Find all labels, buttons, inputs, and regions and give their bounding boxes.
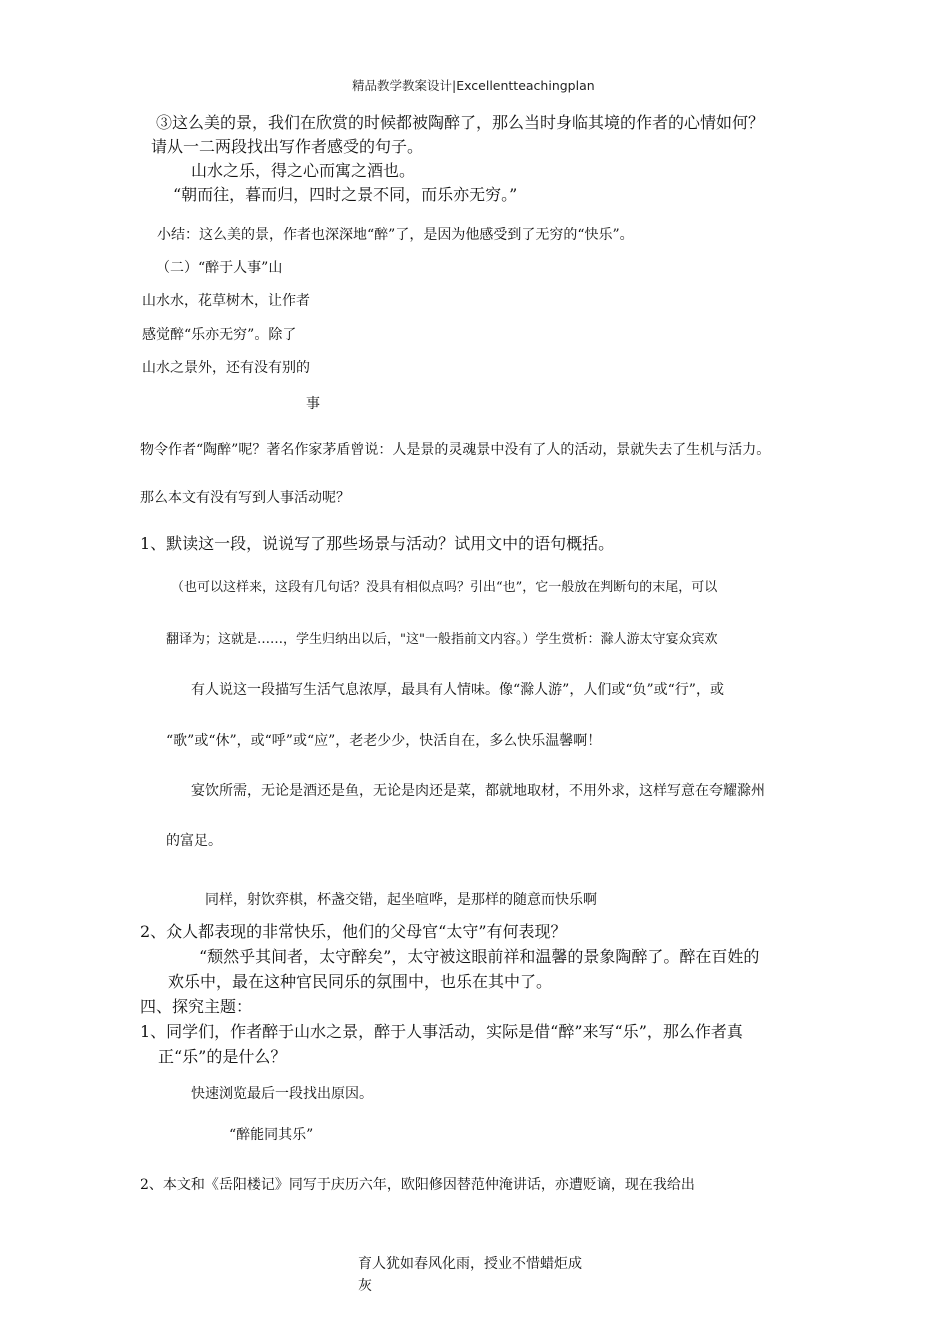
note-line-1: （也可以这样来，这段有几句话？没具有相似点吗？引出“也”，它一般放在判断句的末尾，可以 xyxy=(171,580,718,595)
task-2: 2、众人都表现的非常快乐，他们的父母官“太守”有何表现？ xyxy=(140,922,567,941)
analysis-line-4: 的富足。 xyxy=(166,833,222,849)
section-2-line-3: 感觉醉“乐亦无穷”。除了 xyxy=(142,327,297,343)
analysis-line-1: 有人说这一段描写生活气息浓厚，最具有人情味。像“滁人游”，人们或“负”或“行”，或 xyxy=(191,682,724,698)
quote-zhaoerwang: “朝而往，暮而归，四时之景不同，而乐亦无穷。” xyxy=(173,185,518,204)
explore-answer: “醉能同其乐” xyxy=(229,1127,314,1143)
footer-line-1: 育人犹如春风化雨，授业不惜蜡炬成 xyxy=(358,1256,582,1272)
footer-line-2: 灰 xyxy=(358,1278,372,1294)
page-header: 精品教学教案设计|Excellentteachingplan xyxy=(352,78,595,93)
task-2-answer-line-1: “颓然乎其间者，太守醉矣”，太守被这眼前祥和温馨的景象陶醉了。醉在百姓的 xyxy=(199,947,760,966)
section-2-line-7: 那么本文有没有写到人事活动呢？ xyxy=(140,490,350,506)
section-2-line-4: 山水之景外，还有没有别的 xyxy=(142,360,310,376)
analysis-line-3: 宴饮所需，无论是酒还是鱼，无论是肉还是菜，都就地取材，不用外求，这样写意在夸耀滁州 xyxy=(191,783,765,799)
task-1: 1、默读这一段，说说写了那些场景与活动？试用文中的语句概括。 xyxy=(140,534,615,553)
section-2-heading: （二）“醉于人事”山 xyxy=(156,260,283,276)
question-3-line-2: 请从一二两段找出写作者感受的句子。 xyxy=(151,137,424,156)
note-line-2: 翻译为；这就是……，学生归纳出以后，"这"一般指前文内容。）学生赏析：滁人游太守宴众宾欢 xyxy=(166,632,718,647)
section-2-line-5: 事 xyxy=(306,396,320,412)
question-3-line-1: ③这么美的景，我们在欣赏的时候都被陶醉了，那么当时身临其境的作者的心情如何？ xyxy=(156,113,765,132)
summary-text: 小结：这么美的景，作者也深深地“醉”了，是因为他感受到了无穷的“快乐”。 xyxy=(157,227,634,243)
analysis-line-2: “歌”或“休”，或“呼”或“应”，老老少少，快活自在，多么快乐温馨啊！ xyxy=(166,733,602,749)
quote-shanshui: 山水之乐，得之心而寓之酒也。 xyxy=(191,161,416,180)
explore-hint: 快速浏览最后一段找出原因。 xyxy=(191,1086,373,1102)
explore-q1-line-1: 1、同学们，作者醉于山水之景，醉于人事活动，实际是借“醉”来写“乐”，那么作者真 xyxy=(140,1022,743,1041)
analysis-line-5: 同样，射饮弈棋，杯盏交错，起坐喧哗，是那样的随意而快乐啊 xyxy=(205,892,597,908)
section-2-line-2: 山水水，花草树木，让作者 xyxy=(142,293,310,309)
explore-q1-line-2: 正“乐”的是什么？ xyxy=(158,1047,287,1066)
section-4-heading: 四、探究主题： xyxy=(140,997,253,1016)
section-2-line-6: 物令作者“陶醉”呢？著名作家茅盾曾说：人是景的灵魂景中没有了人的活动，景就失去了生机与活力。 xyxy=(140,442,771,458)
task-2-answer-line-2: 欢乐中，最在这种官民同乐的氛围中，也乐在其中了。 xyxy=(168,972,553,991)
explore-q2: 2、本文和《岳阳楼记》同写于庆历六年，欧阳修因替范仲淹讲话，亦遭贬谪，现在我给出 xyxy=(140,1177,695,1193)
